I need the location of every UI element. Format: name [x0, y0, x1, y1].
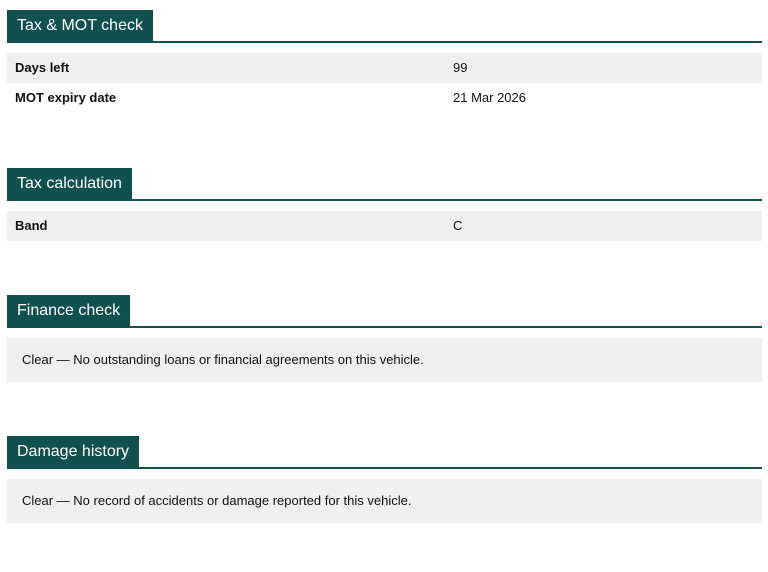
section-header: [7, 168, 762, 201]
finance-check-section: [7, 295, 762, 382]
row-label: Band: [15, 218, 48, 233]
details-table: [7, 53, 762, 113]
details-table: [7, 211, 762, 241]
tax-calculation-section: [7, 168, 762, 241]
damage-status-note: Clear — No record of accidents or damage reported for this vehicle.: [7, 479, 762, 523]
section-header: [7, 295, 762, 328]
row-value: 99: [453, 60, 468, 75]
section-title: Damage history: [7, 436, 139, 467]
section-title: Tax calculation: [7, 168, 132, 199]
row-label: Days left: [15, 60, 70, 75]
section-title: Finance check: [7, 295, 130, 326]
row-label: MOT expiry date: [15, 90, 117, 105]
finance-status-note: Clear — No outstanding loans or financial agreements on this vehicle.: [7, 338, 762, 382]
section-header: [7, 436, 762, 469]
tax-mot-section: [7, 10, 762, 113]
damage-history-section: [7, 436, 762, 523]
row-value: 21 Mar 2026: [453, 90, 526, 105]
row-value: C: [453, 218, 463, 233]
table-row-days-left: [7, 53, 762, 83]
table-row-band: [7, 211, 762, 241]
section-title: Tax & MOT check: [7, 10, 153, 41]
section-header: [7, 10, 762, 43]
table-row-mot-expiry: [7, 83, 762, 113]
